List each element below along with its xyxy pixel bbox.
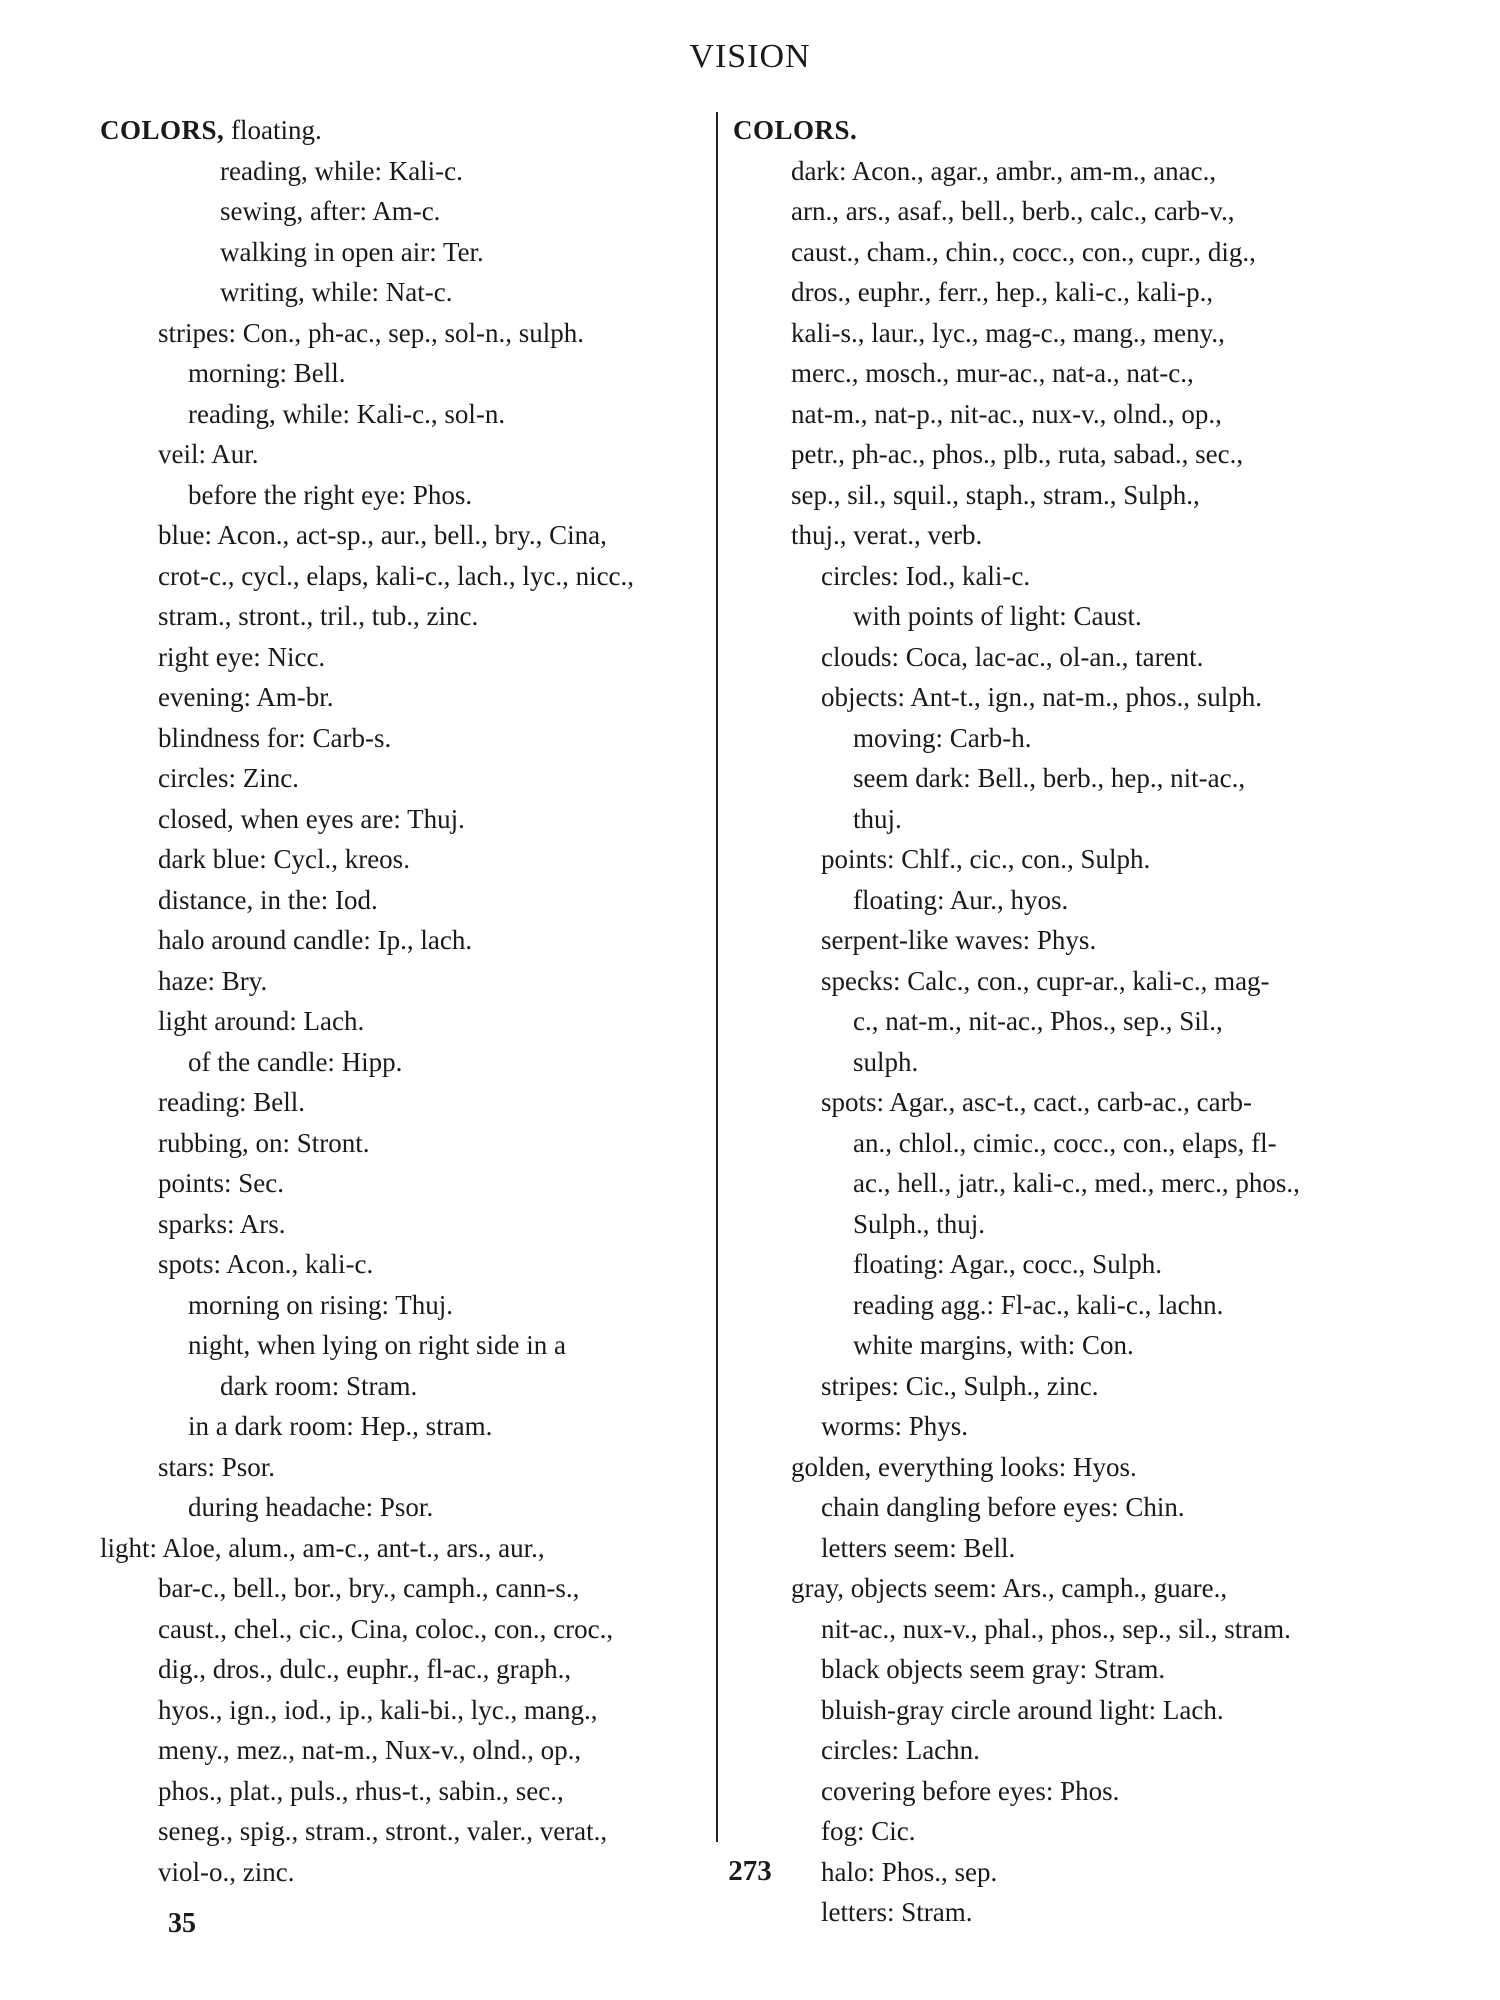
entry-line: stars: Psor. [158,1451,276,1482]
section-heading: COLORS. [733,115,858,145]
section-heading: COLORS, [100,115,225,145]
column-divider [716,112,718,1842]
entry-line: crot-c., cycl., elaps, kali-c., lach., lyc., nicc., [158,560,635,591]
entry-line: hyos., ign., iod., ip., kali-bi., lyc., mang., [158,1694,598,1725]
entry-line: letters: Stram. [821,1897,973,1927]
entry-line: covering before eyes: Phos. [821,1775,1120,1806]
entry-line: in a dark room: Hep., stram. [188,1411,493,1441]
entry-line: writing, while: Nat-c. [220,277,453,307]
entry-line: stripes: Cic., Sulph., zinc. [821,1370,1099,1401]
entry-line: seneg., spig., stram., stront., valer., verat., [158,1816,608,1846]
entry-line: halo around candle: Ip., lach. [158,925,473,955]
entry-line: serpent-like waves: Phys. [821,925,1097,955]
entry-line: fog: Cic. [821,1816,916,1846]
entry-line: blue: Acon., act-sp., aur., bell., bry., Cina, [158,520,607,550]
entry-line: stripes: Con., ph-ac., sep., sol-n., sulph. [158,317,584,348]
entry-line: meny., mez., nat-m., Nux-v., olnd., op., [158,1735,582,1765]
entry-line: dros., euphr., ferr., hep., kali-c., kali-p., [791,277,1214,307]
entry-line: circles: Zinc. [158,763,299,793]
entry-line: an., chlol., cimic., cocc., con., elaps, fl- [853,1127,1277,1158]
entry-line: evening: Am-br. [158,682,334,712]
entry-line: light around: Lach. [158,1006,365,1036]
entry-line: circles: Iod., kali-c. [821,560,1031,591]
entry-line: bluish-gray circle around light: Lach. [821,1694,1224,1725]
entry-line: dark blue: Cycl., kreos. [158,844,410,874]
entry-line: phos., plat., puls., rhus-t., sabin., sec., [158,1775,564,1806]
entry-line: thuj., verat., verb. [791,520,983,550]
entry-line: golden, everything looks: Hyos. [791,1451,1137,1482]
entry-line: halo: Phos., sep. [821,1856,998,1887]
entry-line: sewing, after: Am-c. [220,196,441,226]
entry-line: gray, objects seem: Ars., camph., guare., [791,1573,1228,1603]
entry-line: ac., hell., jatr., kali-c., med., merc., phos., [853,1168,1300,1198]
entry-line: caust., cham., chin., cocc., con., cupr., dig., [791,236,1256,267]
entry-line: clouds: Coca, lac-ac., ol-an., tarent. [821,641,1204,672]
entry-line: nat-m., nat-p., nit-ac., nux-v., olnd., op., [791,398,1222,429]
entry-line: distance, in the: Iod. [158,884,378,915]
entry-line: floating: Agar., cocc., Sulph. [853,1249,1162,1279]
entry-line: right eye: Nicc. [158,641,326,672]
entry-line: before the right eye: Phos. [188,479,473,510]
entry-line: thuj. [853,803,902,834]
entry-line: bar-c., bell., bor., bry., camph., cann-s., [158,1573,580,1603]
entry-line: petr., ph-ac., phos., plb., ruta, sabad., sec., [791,439,1244,469]
entry-line: chain dangling before eyes: Chin. [821,1492,1185,1522]
entry-line: objects: Ant-t., ign., nat-m., phos., sulph. [821,682,1262,712]
entry-line: closed, when eyes are: Thuj. [158,803,465,834]
entry-line: morning: Bell. [188,358,346,388]
entry-line: seem dark: Bell., berb., hep., nit-ac., [853,763,1246,793]
entry-line: spots: Acon., kali-c. [158,1249,374,1279]
entry-line: spots: Agar., asc-t., cact., carb-ac., carb- [821,1087,1253,1117]
entry-line: light: Aloe, alum., am-c., ant-t., ars., aur., [100,1532,545,1563]
entry-line: letters seem: Bell. [821,1532,1016,1563]
entry-line: moving: Carb-h. [853,722,1032,753]
entry-line: sep., sil., squil., staph., stram., Sulph., [791,479,1200,510]
entry-line: arn., ars., asaf., bell., berb., calc., carb-v., [791,196,1235,226]
entry-line: of the candle: Hipp. [188,1046,403,1077]
entry-line: night, when lying on right side in a [188,1330,566,1360]
entry-line: caust., chel., cic., Cina, coloc., con., croc., [158,1613,614,1644]
entry-line: circles: Lachn. [821,1735,980,1765]
entry-line: reading, while: Kali-c., sol-n. [188,398,506,429]
entry-line: rubbing, on: Stront. [158,1127,370,1158]
entry-line: with points of light: Caust. [853,601,1142,631]
entry-line: dig., dros., dulc., euphr., fl-ac., graph., [158,1654,572,1684]
entry-text: floating. [224,115,322,145]
entry-line: c., nat-m., nit-ac., Phos., sep., Sil., [853,1006,1223,1036]
entry-line: dark: Acon., agar., ambr., am-m., anac., [791,155,1217,186]
entry-line [100,110,712,151]
entry-line: sulph. [853,1046,919,1077]
entry-line: reading: Bell. [158,1087,305,1117]
entry-line: worms: Phys. [821,1411,969,1441]
entry-line: white margins, with: Con. [853,1330,1134,1360]
entry-line: points: Sec. [158,1168,284,1198]
entry-line: haze: Bry. [158,965,268,996]
entry-line: stram., stront., tril., tub., zinc. [158,601,479,631]
entry-line: specks: Calc., con., cupr-ar., kali-c., mag- [821,965,1270,996]
entry-line: walking in open air: Ter. [220,236,484,267]
entry-line: viol-o., zinc. [158,1856,295,1887]
entry-line: veil: Aur. [158,439,259,469]
left-column [100,110,712,1892]
page-title: VISION [689,38,811,75]
entry-line: sparks: Ars. [158,1208,286,1239]
entry-line: merc., mosch., mur-ac., nat-a., nat-c., [791,358,1194,388]
entry-line: nit-ac., nux-v., phal., phos., sep., sil., stram. [821,1613,1291,1644]
entry-line: reading, while: Kali-c. [220,155,463,186]
entry-line: dark room: Stram. [220,1370,418,1401]
entry-line [733,110,1373,151]
entry-line: floating: Aur., hyos. [853,884,1069,915]
entry-line: blindness for: Carb-s. [158,722,392,753]
entry-line: Sulph., thuj. [853,1208,986,1239]
right-column [733,110,1373,1933]
entry-line: during headache: Psor. [188,1492,434,1522]
entry-line: black objects seem gray: Stram. [821,1654,1166,1684]
signature-mark: 35 [168,1908,196,1939]
page-number: 273 [728,1855,772,1887]
entry-line: morning on rising: Thuj. [188,1289,454,1320]
entry-line: kali-s., laur., lyc., mag-c., mang., meny., [791,317,1225,348]
entry-line: reading agg.: Fl-ac., kali-c., lachn. [853,1289,1224,1320]
entry-line: points: Chlf., cic., con., Sulph. [821,844,1151,874]
